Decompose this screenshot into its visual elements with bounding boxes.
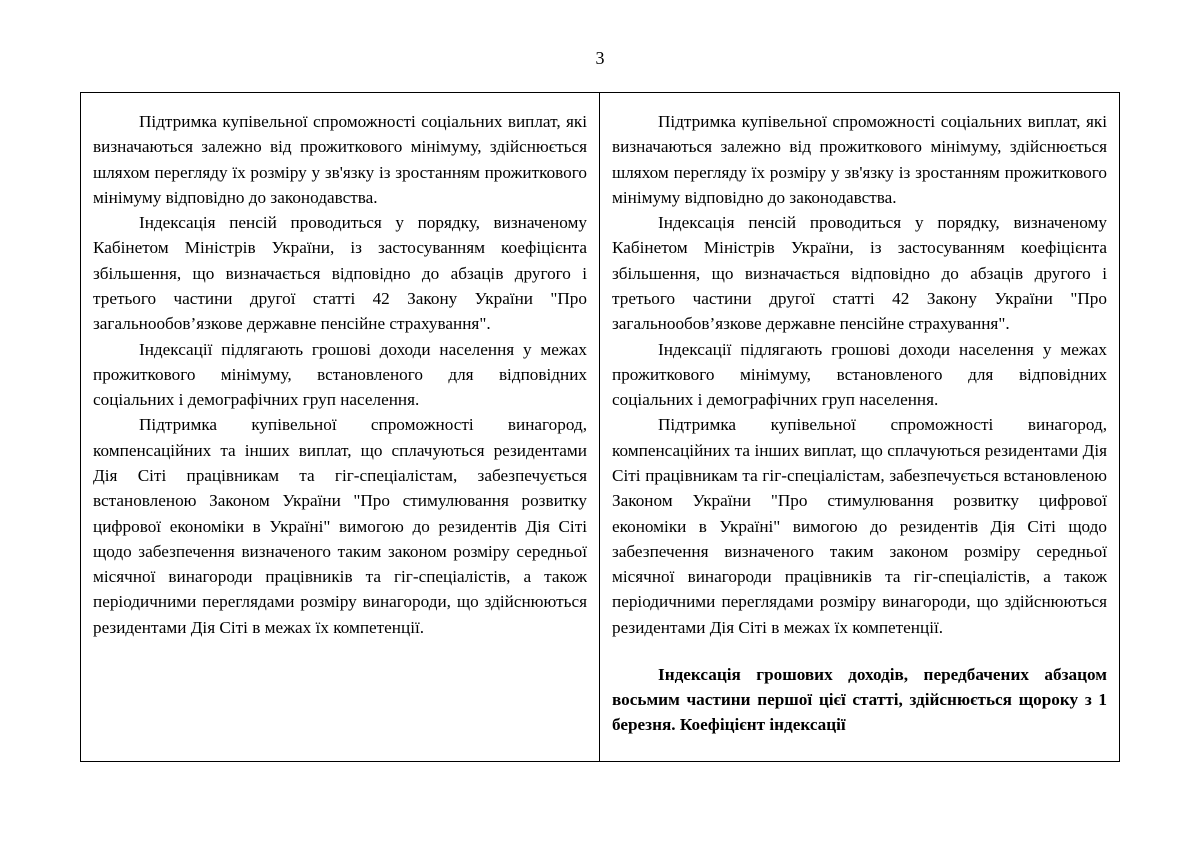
- paragraph: Підтримка купівельної спроможності соціальних виплат, які визначаються залежно від прожиткового мінімуму, здійснюється шляхом перегляду їх розміру у зв'язку із зростанням прожиткового мінімуму відповідно до законодавства.: [612, 112, 1107, 207]
- paragraph: Індексації підлягають грошові доходи населення у межах прожиткового мінімуму, встановленого для відповідних соціальних і демографічних груп населення.: [93, 339, 587, 410]
- paragraph: Підтримка купівельної спроможності винагород, компенсаційних та інших виплат, що сплачуються резидентами Дія Сіті працівникам та гіг-спеціалістам, забезпечується встановленою Законом України "Про стимулювання розвитку цифрової економіки в Україні" вимогою до резидентів Дія Сіті щодо забезпечення визначеного таким законом розміру середньої місячної винагороди працівників та гіг-спеціалістів, а також періодичними переглядами розміру винагороди, що здійснюються резидентами Дія Сіті в межах їх компетенції.: [612, 415, 1107, 637]
- right-column: [600, 93, 1119, 761]
- left-column: [81, 93, 600, 761]
- paragraph: Підтримка купівельної спроможності соціальних виплат, які визначаються залежно від прожиткового мінімуму, здійснюється шляхом перегляду їх розміру у зв'язку із зростанням прожиткового мінімуму відповідно до законодавства.: [93, 112, 587, 207]
- paragraph: Індексації підлягають грошові доходи населення у межах прожиткового мінімуму, встановленого для відповідних соціальних і демографічних груп населення.: [612, 339, 1107, 410]
- paragraph: Підтримка купівельної спроможності винагород, компенсаційних та інших виплат, що сплачуються резидентами Дія Сіті працівникам та гіг-спеціалістам, забезпечується встановленою Законом України "Про стимулювання розвитку цифрової економіки в Україні" вимогою до резидентів Дія Сіті щодо забезпечення визначеного таким законом розміру середньої місячної винагороди працівників та гіг-спеціалістів, а також періодичними переглядами розміру винагороди, що здійснюються резидентами Дія Сіті в межах їх компетенції.: [93, 415, 587, 637]
- paragraph-spacer: [612, 640, 1107, 662]
- comparison-table: [80, 92, 1120, 762]
- paragraph: Індексація пенсій проводиться у порядку, визначеному Кабінетом Міністрів України, із застосуванням коефіцієнта збільшення, що визначається відповідно до абзаців другого і третього частини другої статті 42 Закону України "Про загальнообов’язкове державне пенсійне страхування".: [612, 213, 1107, 334]
- page-number: 3: [595, 48, 605, 68]
- paragraph-highlighted: Індексація грошових доходів, передбачених абзацом восьмим частини першої цієї статті, здійснюється щороку з 1 березня. Коефіцієнт індексації: [612, 664, 1107, 735]
- paragraph: Індексація пенсій проводиться у порядку, визначеному Кабінетом Міністрів України, із застосуванням коефіцієнта збільшення, що визначається відповідно до абзаців другого і третього частини другої статті 42 Закону України "Про загальнообов’язкове державне пенсійне страхування".: [93, 213, 587, 334]
